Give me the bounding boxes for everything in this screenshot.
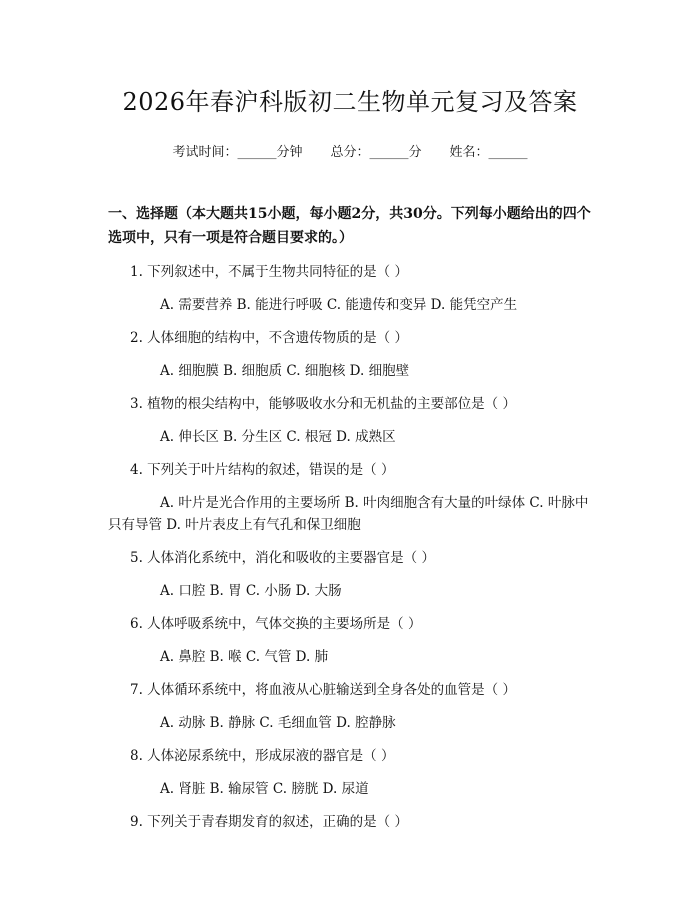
question-options: A. 伸长区 B. 分生区 C. 根冠 D. 成熟区	[160, 429, 396, 445]
question-stem: 5. 人体消化系统中，消化和吸收的主要器官是（ ）	[130, 550, 435, 566]
total-score-field: 总分：______分	[330, 145, 422, 160]
question-options: A. 叶片是光合作用的主要场所 B. 叶肉细胞含有大量的叶绿体 C. 叶脉中只有导管 D. 叶片表皮上有气孔和保卫细胞	[108, 495, 589, 533]
question-stem: 9. 下列关于青春期发育的叙述，正确的是（ ）	[130, 814, 408, 830]
question-stem: 2. 人体细胞的结构中，不含遗传物质的是（ ）	[130, 330, 408, 346]
question-stem: 1. 下列叙述中，不属于生物共同特征的是（ ）	[130, 264, 408, 280]
question-stem: 6. 人体呼吸系统中，气体交换的主要场所是（ ）	[130, 616, 422, 632]
question-options: A. 动脉 B. 静脉 C. 毛细血管 D. 腔静脉	[160, 715, 396, 731]
question-options: A. 需要营养 B. 能进行呼吸 C. 能遗传和变异 D. 能凭空产生	[160, 297, 518, 313]
question-stem: 3. 植物的根尖结构中，能够吸收水分和无机盐的主要部位是（ ）	[130, 396, 516, 412]
question-stem: 4. 下列关于叶片结构的叙述，错误的是（ ）	[130, 462, 395, 478]
exam-meta	[108, 141, 592, 160]
exam-time-field: 考试时间：______分钟	[172, 145, 303, 160]
question-stem: 8. 人体泌尿系统中，形成尿液的器官是（ ）	[130, 748, 395, 764]
question-options: A. 鼻腔 B. 喉 C. 气管 D. 肺	[160, 649, 329, 665]
section-heading-choice: 一、选择题（本大题共15小题，每小题2分，共30分。下列每小题给出的四个选项中，只有一项是符合题目要求的。）	[108, 206, 591, 246]
question-stem: 7. 人体循环系统中，将血液从心脏输送到全身各处的血管是（ ）	[130, 682, 516, 698]
student-name-field: 姓名：______	[449, 145, 528, 160]
question-options: A. 细胞膜 B. 细胞质 C. 细胞核 D. 细胞壁	[160, 363, 410, 379]
exam-title: 2026年春沪科版初二生物单元复习及答案	[122, 88, 578, 116]
question-options: A. 肾脏 B. 输尿管 C. 膀胱 D. 尿道	[160, 781, 369, 797]
question-options: A. 口腔 B. 胃 C. 小肠 D. 大肠	[160, 583, 342, 599]
